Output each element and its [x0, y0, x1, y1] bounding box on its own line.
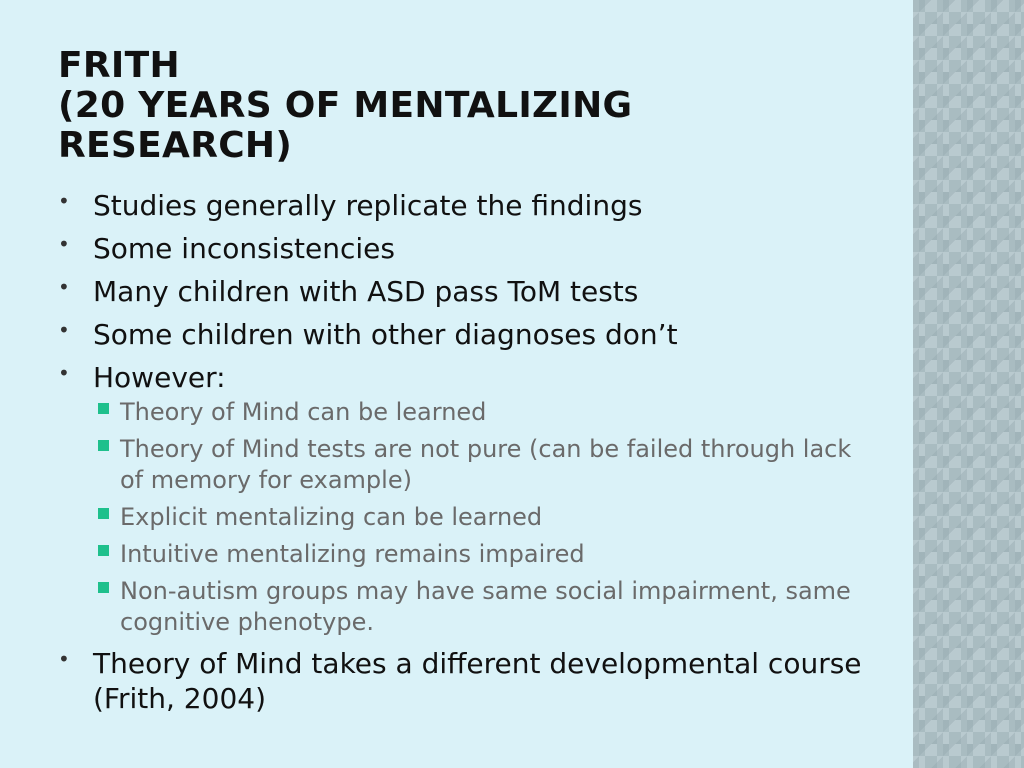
sub-bullet-item [93, 576, 878, 638]
title-line-3: RESEARCH) [58, 125, 293, 166]
bullet-text: Theory of Mind takes a different developmental course (Frith, 2004) [93, 647, 862, 715]
bullet-text: However: [93, 361, 226, 394]
square-bullet-icon [98, 508, 109, 519]
slide-title [58, 46, 878, 166]
bullet-icon: • [58, 189, 70, 213]
square-bullet-icon [98, 545, 109, 556]
sub-bullet-item [93, 539, 878, 570]
sub-bullet-list [93, 397, 878, 638]
bullet-item [58, 274, 878, 309]
sub-bullet-text: Explicit mentalizing can be learned [120, 503, 543, 531]
bullet-item [58, 646, 878, 716]
sub-bullet-item [93, 502, 878, 533]
bullet-item [58, 231, 878, 266]
decorative-side-pattern [913, 0, 1024, 768]
bullet-text: Many children with ASD pass ToM tests [93, 275, 639, 308]
square-bullet-icon [98, 403, 109, 414]
square-bullet-icon [98, 440, 109, 451]
sub-bullet-item [93, 397, 878, 428]
title-line-1: FRITH [58, 45, 180, 86]
bullet-item [58, 317, 878, 352]
bullet-text: Some children with other diagnoses don’t [93, 318, 678, 351]
bullet-icon: • [58, 275, 70, 299]
bullet-item [58, 188, 878, 223]
bullet-icon: • [58, 647, 70, 671]
sub-bullet-text: Non-autism groups may have same social impairment, same cognitive phenotype. [120, 577, 851, 636]
sub-bullet-item [93, 434, 878, 496]
sub-bullet-text: Intuitive mentalizing remains impaired [120, 540, 585, 568]
square-bullet-icon [98, 582, 109, 593]
sub-bullet-text: Theory of Mind tests are not pure (can be failed through lack of memory for example) [120, 435, 852, 494]
bullet-icon: • [58, 318, 70, 342]
bullet-icon: • [58, 361, 70, 385]
bullet-text: Some inconsistencies [93, 232, 395, 265]
bullet-list [58, 188, 878, 716]
sub-bullet-text: Theory of Mind can be learned [120, 398, 487, 426]
bullet-icon: • [58, 232, 70, 256]
slide-body [58, 188, 878, 724]
bullet-text: Studies generally replicate the findings [93, 189, 643, 222]
title-line-2: (20 YEARS OF MENTALIZING [58, 85, 633, 126]
bullet-item [58, 360, 878, 638]
